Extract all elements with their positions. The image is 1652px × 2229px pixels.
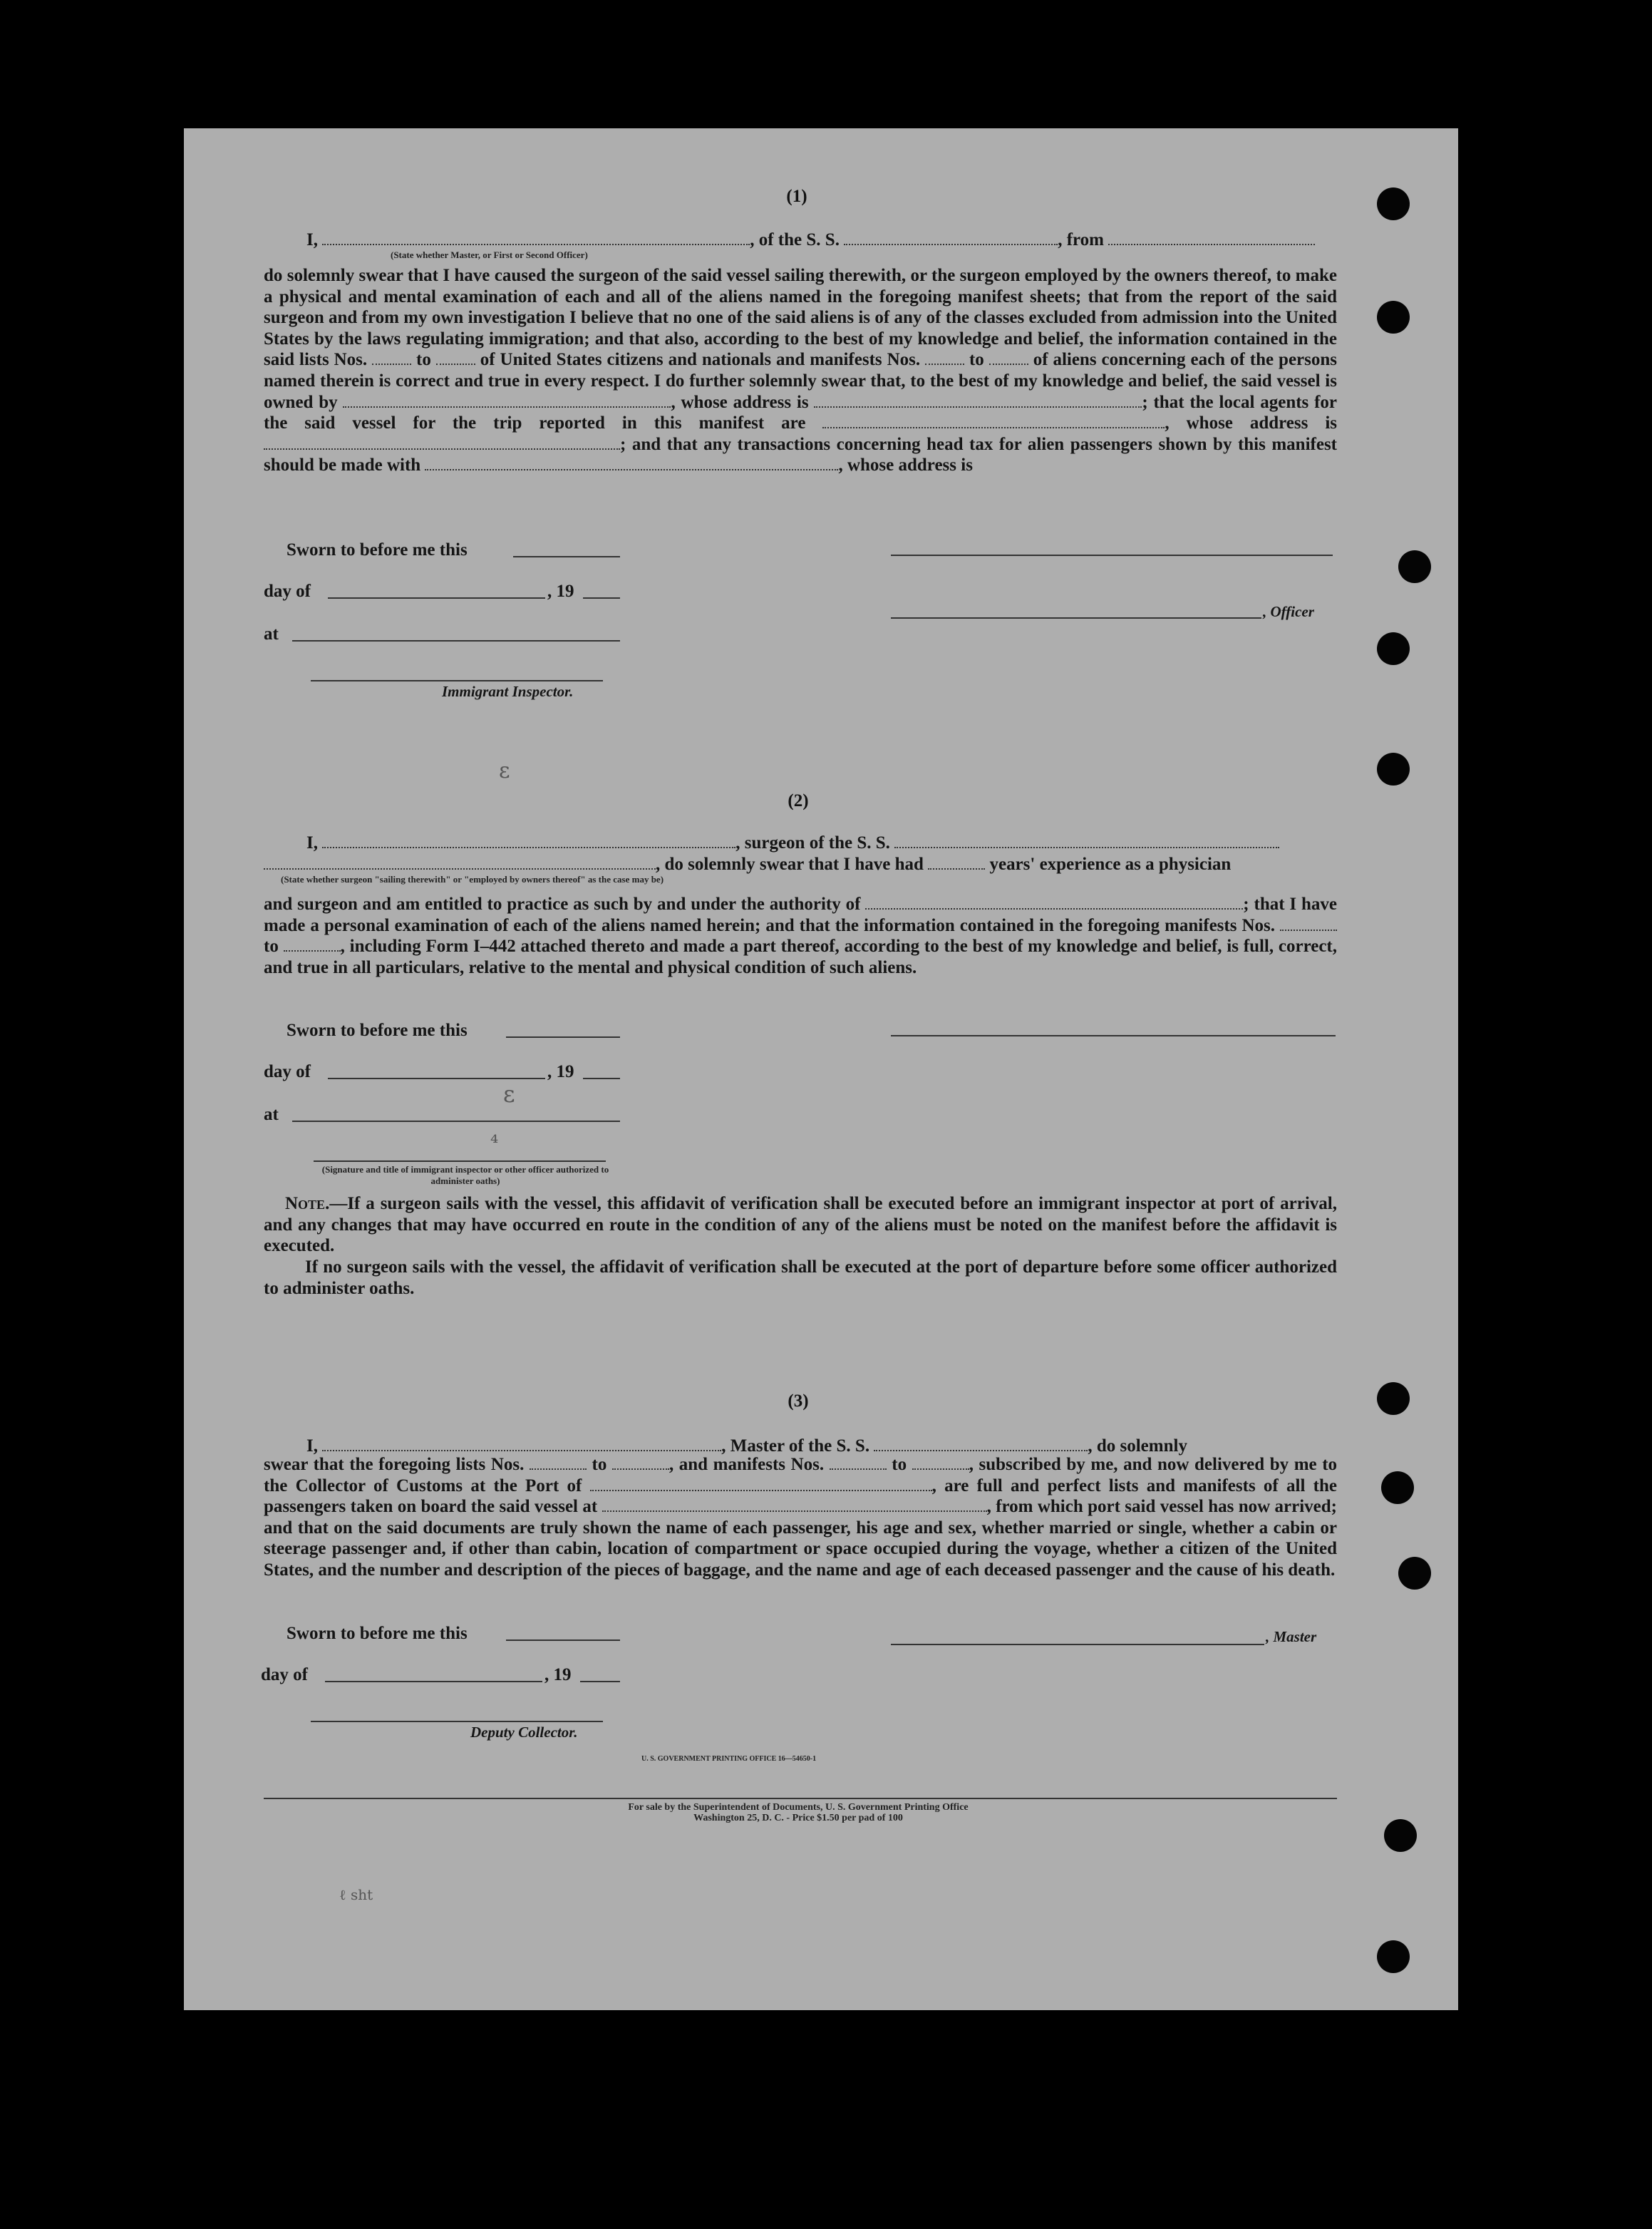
surgeon-type-blank[interactable]	[264, 854, 656, 870]
section-2-body	[264, 894, 1337, 978]
officer-caption: (State whether Master, or First or Second Officer)	[391, 249, 588, 260]
at-label: at	[264, 1105, 279, 1124]
at-line[interactable]	[292, 640, 620, 642]
officer-name-line[interactable]	[891, 617, 1261, 619]
master-signature-line[interactable]	[891, 1644, 1264, 1645]
section-1-text-e: , whose address is	[1165, 413, 1337, 433]
note-label: Note.	[285, 1194, 330, 1213]
surgeon-name-blank[interactable]	[322, 833, 735, 848]
manifests-to-blank[interactable]	[989, 349, 1028, 365]
day-of-line[interactable]	[328, 1078, 545, 1079]
pencil-mark: ℓ sht	[339, 1886, 373, 1903]
sworn-label: Sworn to before me this	[286, 1624, 468, 1643]
section-2-text-a: and surgeon and am entitled to practice as such by and under the authority of	[264, 895, 861, 914]
punch-hole	[1381, 1471, 1414, 1504]
departure-port-blank[interactable]	[1108, 230, 1315, 245]
section-2-i: I,	[306, 833, 318, 853]
section-3-text-e: , from which port said vessel has now arrived; and that on the said documents are truly shown the name of each passenger, his age and sex, whether married or single, whether a cabin or steerage passenger and, if other than cabin, location of compartment or space occupied during the voyage, whether a citizen of the United States, and the number and description of the pieces of baggage, and the name and age of each deceased passenger and the cause of his death.	[264, 1497, 1337, 1580]
whose-address-label: , whose address is	[671, 392, 809, 412]
sworn-day-line[interactable]	[513, 556, 620, 557]
master-vessel-blank[interactable]	[874, 1436, 1088, 1451]
inspector-caption: Immigrant Inspector.	[442, 683, 574, 700]
year-line[interactable]	[583, 1078, 620, 1079]
section-2-number: (2)	[788, 791, 809, 810]
section-2-line-1	[306, 833, 1337, 853]
master-of-ss-label: , Master of the S. S.	[721, 1436, 870, 1456]
head-tax-contact-blank[interactable]	[425, 455, 838, 470]
punch-hole	[1377, 632, 1410, 665]
sworn-label: Sworn to before me this	[286, 540, 468, 560]
master-name-blank[interactable]	[322, 1436, 721, 1451]
day-of-label: day of	[264, 1062, 311, 1081]
punch-hole	[1398, 550, 1431, 583]
punch-hole	[1377, 753, 1410, 786]
port-blank[interactable]	[590, 1476, 932, 1491]
sale-notice-line-1: For sale by the Superintendent of Documents, U. S. Government Printing Office	[628, 1802, 969, 1813]
to-label: to	[592, 1455, 607, 1474]
section-1-text-c: of aliens concerning each of the persons named therein is correct and true in every respect. I do further solemnly swear that, to the best of my knowledge and belief, the said vessel is owned by	[264, 350, 1338, 412]
manifests-to-blank[interactable]	[284, 936, 341, 952]
from-label: , from	[1058, 230, 1104, 249]
officer-blank[interactable]	[322, 230, 750, 245]
section-1-body	[264, 265, 1337, 476]
at-label: at	[264, 624, 279, 644]
day-of-label: day of	[264, 582, 311, 601]
punch-hole	[1377, 301, 1410, 334]
officer-caption: , Officer	[1263, 603, 1314, 620]
to-label: to	[264, 937, 279, 957]
officer-signature-line[interactable]	[891, 555, 1333, 556]
manifests-from-blank[interactable]	[925, 349, 964, 365]
section-1-text-d: ; that the local agents for the said vessel for the trip reported in this manifest are	[264, 392, 1337, 433]
punch-hole	[1377, 187, 1410, 220]
deputy-signature-line[interactable]	[311, 1721, 603, 1722]
year-line[interactable]	[583, 597, 620, 599]
at-line[interactable]	[292, 1121, 620, 1122]
day-of-line[interactable]	[325, 1681, 542, 1682]
master-caption: , Master	[1266, 1628, 1317, 1645]
gpo-imprint: U. S. GOVERNMENT PRINTING OFFICE 16—54650-1	[641, 1755, 817, 1763]
sale-notice-line-2: Washington 25, D. C. - Price $1.50 per pad of 100	[693, 1813, 903, 1823]
punch-hole	[1377, 1940, 1410, 1973]
surgeon-caption: (State whether surgeon "sailing therewith" or "employed by owners thereof" as the case may be)	[281, 874, 664, 885]
section-3-i: I,	[306, 1436, 318, 1456]
section-2-line-2	[264, 854, 1337, 875]
deputy-caption: Deputy Collector.	[470, 1724, 578, 1741]
manifests-from-blank[interactable]	[1280, 915, 1337, 931]
sworn-label: Sworn to before me this	[286, 1021, 468, 1040]
year-line[interactable]	[580, 1681, 620, 1682]
to-label: to	[416, 350, 431, 370]
administering-officer-line[interactable]	[314, 1160, 606, 1162]
section-2-text-c: , including Form I–442 attached thereto and made a part thereof, according to the best of my knowledge and belief, is full, correct, and true in all particulars, relative to the mental and physical condition of such aliens.	[264, 937, 1338, 977]
note-2-text: If no surgeon sails with the vessel, the affidavit of verification shall be executed at the port of departure before some officer authorized to administer oaths.	[264, 1257, 1337, 1298]
section-1-text-f: ; and that any transactions concerning head tax for alien passengers shown by this manifest should be made with	[264, 434, 1337, 475]
punch-hole	[1384, 1819, 1417, 1852]
lists-from-blank[interactable]	[372, 349, 411, 365]
note-2	[264, 1257, 1337, 1299]
section-1-text-a: do solemnly swear that I have caused the surgeon of the said vessel sailing therewith, or the surgeon employed by the owners thereof, to make a physical and mental examination of each and all of the aliens named in the foregoing manifest sheets; that from the report of the said surgeon and from my own investigation I believe that no one of the said aliens is of any of the classes excluded from admission into the United States by the laws regulating immigration; and that also, according to the best of my knowledge and belief, the information contained in the said lists Nos.	[264, 266, 1337, 370]
year-label: , 19	[544, 1665, 572, 1684]
note-1-text: —If a surgeon sails with the vessel, this affidavit of verification shall be executed before an immigrant inspector at port of arrival, and any changes that may have occurred en route in the condition of any of the aliens must be noted on the manifest before the affidavit is executed.	[264, 1194, 1337, 1256]
section-1-number: (1)	[786, 187, 807, 206]
lists-from-blank[interactable]	[530, 1454, 587, 1470]
lists-to-blank[interactable]	[612, 1454, 669, 1470]
manifests-from-blank[interactable]	[830, 1454, 887, 1470]
pencil-mark: ε	[503, 1081, 515, 1108]
years-blank[interactable]	[928, 854, 985, 870]
section-3-number: (3)	[788, 1391, 809, 1411]
local-agents-blank[interactable]	[822, 413, 1165, 428]
punch-hole	[1398, 1557, 1431, 1590]
surgeon-vessel-blank[interactable]	[894, 833, 1279, 848]
boarding-port-blank[interactable]	[602, 1496, 987, 1512]
vessel-name-blank[interactable]	[844, 230, 1058, 245]
day-of-label: day of	[261, 1665, 308, 1684]
manifests-to-blank[interactable]	[912, 1454, 969, 1470]
year-label: , 19	[547, 1062, 574, 1081]
surgeon-signature-line[interactable]	[891, 1035, 1336, 1036]
years-experience-label: years' experience as a physician	[989, 855, 1232, 874]
section-3-body	[264, 1454, 1337, 1581]
day-of-line[interactable]	[328, 597, 545, 599]
section-1-line-1	[306, 230, 1337, 250]
whose-address-label: , whose address is	[838, 455, 973, 475]
to-label: to	[892, 1455, 907, 1474]
sworn-day-line[interactable]	[506, 1639, 620, 1641]
surgeon-of-ss-label: , surgeon of the S. S.	[735, 833, 890, 853]
pencil-mark: ⁴	[490, 1131, 499, 1154]
section-3-text-b: , and manifests Nos.	[668, 1455, 825, 1474]
footer-rule	[264, 1798, 1337, 1799]
note-1	[264, 1193, 1337, 1257]
section-3-line-1	[306, 1436, 1337, 1456]
lists-to-blank[interactable]	[436, 349, 475, 365]
section-1-i: I,	[306, 230, 318, 249]
do-solemnly-label: , do solemnly	[1088, 1436, 1187, 1456]
authority-blank[interactable]	[865, 894, 1243, 910]
section-3-text-d: , are full and perfect lists and manifests of all the passengers taken on board the said vessel at	[264, 1476, 1338, 1517]
do-solemnly-swear-label: , do solemnly swear that I have had	[656, 855, 924, 874]
to-label: to	[969, 350, 984, 370]
year-label: , 19	[547, 582, 574, 601]
agents-address-blank[interactable]	[264, 434, 620, 450]
owner-address-blank[interactable]	[814, 392, 1142, 408]
signature-caption: (Signature and title of immigrant inspector or other officer authorized to administer oaths)	[321, 1164, 609, 1186]
pencil-mark: ε	[499, 758, 510, 783]
inspector-signature-line[interactable]	[311, 680, 603, 681]
sworn-day-line[interactable]	[506, 1036, 620, 1038]
section-1-text-b: of United States citizens and nationals and manifests Nos.	[480, 350, 921, 370]
section-3-text-c: , subscribed by me, and now delivered by me to the Collector of Customs at the Port of	[264, 1455, 1338, 1496]
section-3-text-a: swear that the foregoing lists Nos.	[264, 1455, 525, 1474]
owner-blank[interactable]	[343, 392, 671, 408]
punch-hole	[1377, 1382, 1410, 1415]
section-2-text-b: ; that I have made a personal examination of each of the aliens named herein; and that the information contained in the foregoing manifests Nos.	[264, 895, 1338, 935]
of-ss-label: , of the S. S.	[750, 230, 840, 249]
